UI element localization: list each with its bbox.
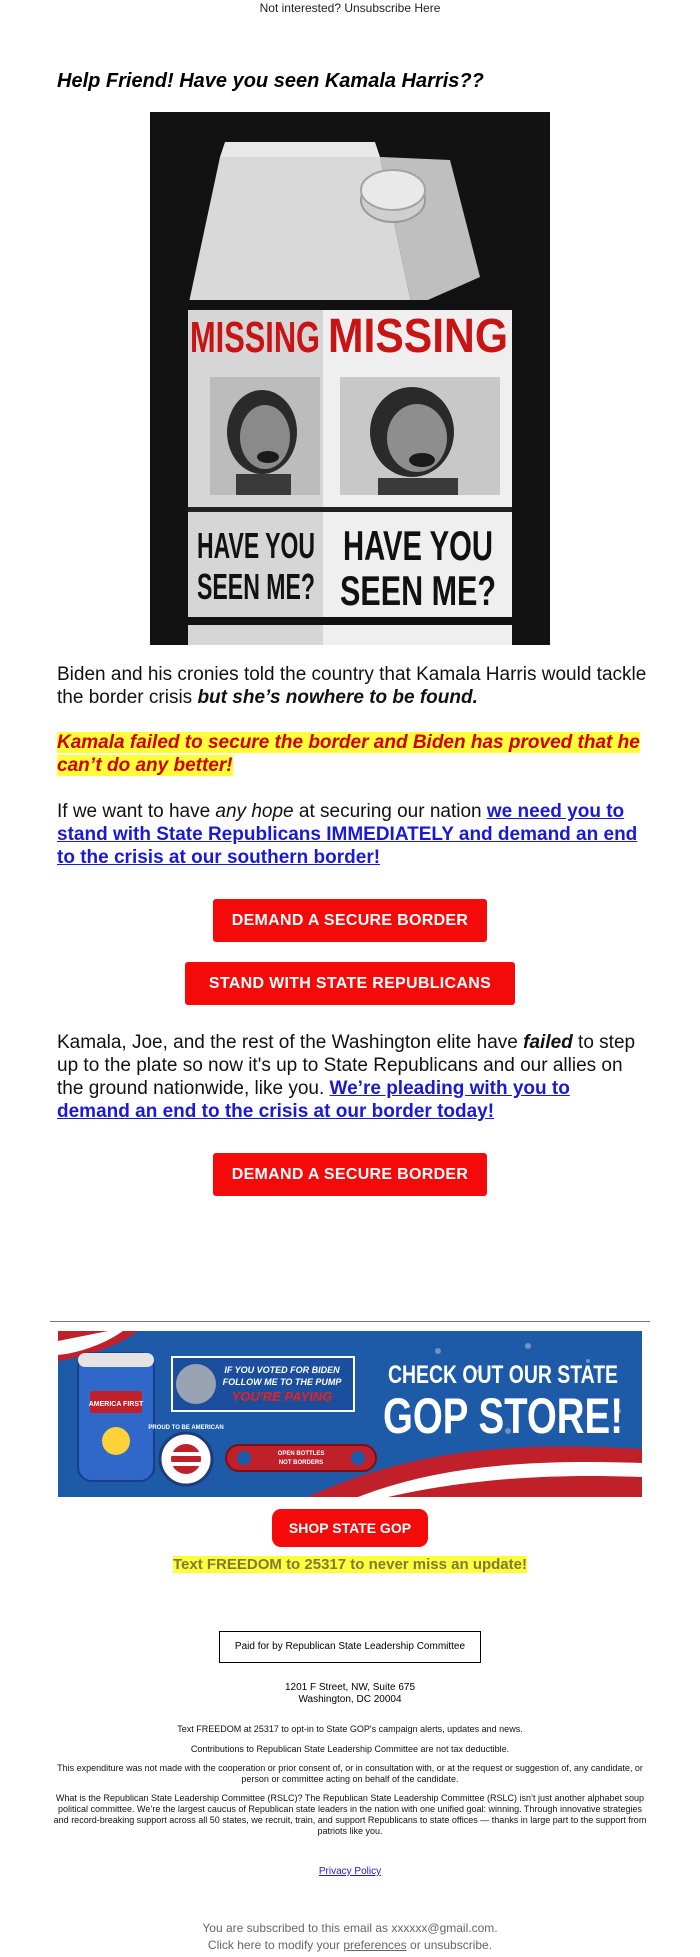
fine-print-about: What is the Republican State Leadership Committee (RSLC)? The Republican State Leadership Committee (RSLC) isn’t just another alphabet soup political committee. We’re the largest caucus of Republican state leaders in the nation with one unified goal: winning. Through innovative strategies and record-breaking support across all 50 states, we recruit, train, and support Republicans to state offices — thanks in large part to the support from patriots like you.: [53, 1793, 647, 1836]
demand-button-2-label: DEMAND A SECURE BORDER: [231, 1166, 469, 1183]
mailing-address: [0, 1682, 700, 1706]
subscribed-post: .: [494, 1921, 498, 1935]
elite-pre: Kamala, Joe, and the rest of the Washington elite have: [57, 1032, 524, 1053]
stand-with-link[interactable]: we need you to stand with State Republicans IMMEDIATELY and demand an end to the crisis at our southern border!: [57, 801, 638, 868]
store-banner-art: [58, 1331, 642, 1497]
bumper-sticker: [172, 1357, 354, 1411]
address-line-2: Washington, DC 20004: [298, 1694, 402, 1705]
unsubscribe-bar: [0, 0, 700, 19]
appeal-pre: If we want to have: [57, 801, 216, 822]
modify-line: [0, 1937, 700, 1954]
privacy-policy-link[interactable]: Privacy Policy: [318, 1866, 382, 1877]
headline: Help Friend! Have you seen Kamala Harris??: [57, 70, 484, 92]
subscriber-email: xxxxxx@gmail.com: [391, 1921, 495, 1935]
seen-me-right-text: SEEN ME?: [340, 567, 496, 614]
elite-failed: failed: [523, 1032, 573, 1053]
fine-print-contributions: Contributions to Republican State Leadership Committee are not tax deductible.: [190, 1744, 510, 1754]
subscribed-line: [0, 1920, 700, 1937]
elite-paragraph: [57, 1031, 647, 1123]
have-you-left-text: HAVE YOU: [197, 525, 315, 566]
seen-me-left-text: SEEN ME?: [197, 566, 315, 607]
intro-paragraph: [57, 663, 647, 709]
alert-paragraph: [57, 731, 657, 777]
alert-highlight: Kamala failed to secure the border and Biden has proved that he can’t do any better!: [57, 732, 640, 776]
koozie-icon: [78, 1353, 154, 1481]
sticker-top: IF YOU VOTED FOR BIDEN: [224, 1365, 340, 1375]
demand-button-1-label: DEMAND A SECURE BORDER: [231, 912, 469, 929]
demand-secure-border-button-1[interactable]: [213, 899, 487, 942]
modify-post: or unsubscribe.: [406, 1938, 493, 1952]
pleading-link[interactable]: We’re pleading with you to demand an end to the crisis at our border today!: [57, 1078, 570, 1122]
store-banner-line2: GOP STORE!: [383, 1388, 623, 1444]
fine-print-sms: Text FREEDOM at 25317 to opt-in to State GOP's campaign alerts, updates and news.: [177, 1724, 523, 1734]
gop-store-banner[interactable]: [58, 1331, 642, 1497]
sms-optin-text: Text FREEDOM to 25317 to never miss an update!: [173, 1556, 527, 1573]
stand-button-label: STAND WITH STATE REPUBLICANS: [208, 975, 492, 992]
unsubscribe-link[interactable]: Not interested? Unsubscribe Here: [259, 1, 441, 15]
missing-carton-image[interactable]: [150, 112, 550, 645]
sms-optin: [160, 1556, 540, 1573]
sticker-bottom: YOU'RE PAYING: [231, 1389, 333, 1404]
bottle-opener-icon: [226, 1445, 376, 1471]
shop-button-label: SHOP STATE GOP: [288, 1520, 412, 1536]
milk-carton-illustration: [150, 112, 550, 645]
store-banner-line1: CHECK OUT OUR STATE: [388, 1361, 618, 1389]
portrait-right: [340, 377, 500, 495]
missing-right-text: MISSING: [328, 310, 508, 363]
missing-left-text: MISSING: [190, 313, 320, 362]
section-divider: [50, 1321, 650, 1322]
modify-pre: Click here to modify your: [207, 1938, 344, 1952]
svg-text:NOT BORDERS: NOT BORDERS: [278, 1460, 324, 1466]
paid-for-box: Paid for by Republican State Leadership Committee: [219, 1631, 481, 1663]
svg-text:OPEN BOTTLES: OPEN BOTTLES: [277, 1451, 325, 1457]
shop-state-gop-button[interactable]: [272, 1509, 428, 1547]
demand-secure-border-button-2[interactable]: [213, 1153, 487, 1196]
preferences-link[interactable]: preferences: [343, 1938, 407, 1952]
appeal-paragraph: [57, 800, 647, 869]
sticker-mid: FOLLOW ME TO THE PUMP: [222, 1377, 342, 1387]
intro-emphasis: but she’s nowhere to be found.: [197, 687, 478, 708]
appeal-italic: any hope: [215, 801, 294, 822]
address-line-1: 1201 F Street, NW, Suite 675: [284, 1682, 416, 1693]
koozie-label: AMERICA FIRST: [88, 1401, 144, 1408]
privacy-policy-row: [0, 1866, 700, 1877]
subscription-footer: [0, 1920, 700, 1954]
portrait-left: [210, 377, 320, 495]
fine-print-expenditure: This expenditure was not made with the cooperation or prior consent of, or in consultation with, or at the request or suggestion of, any candidate, or person or committee acting on behalf of the candidate.: [57, 1763, 643, 1784]
intro-text: Biden and his cronies told the country that Kamala Harris would tackle the border crisis: [57, 664, 647, 708]
badge-label: PROUD TO BE AMERICAN: [148, 1425, 224, 1431]
have-you-right-text: HAVE YOU: [343, 522, 493, 569]
elite-mid: to step up to the plate so now it's up to State Republicans and our allies on the ground nationwide, like you.: [57, 1032, 636, 1099]
stand-with-state-republicans-button[interactable]: [185, 962, 515, 1005]
subscribed-pre: You are subscribed to this email as: [202, 1921, 392, 1935]
appeal-mid: at securing our nation: [293, 801, 487, 822]
